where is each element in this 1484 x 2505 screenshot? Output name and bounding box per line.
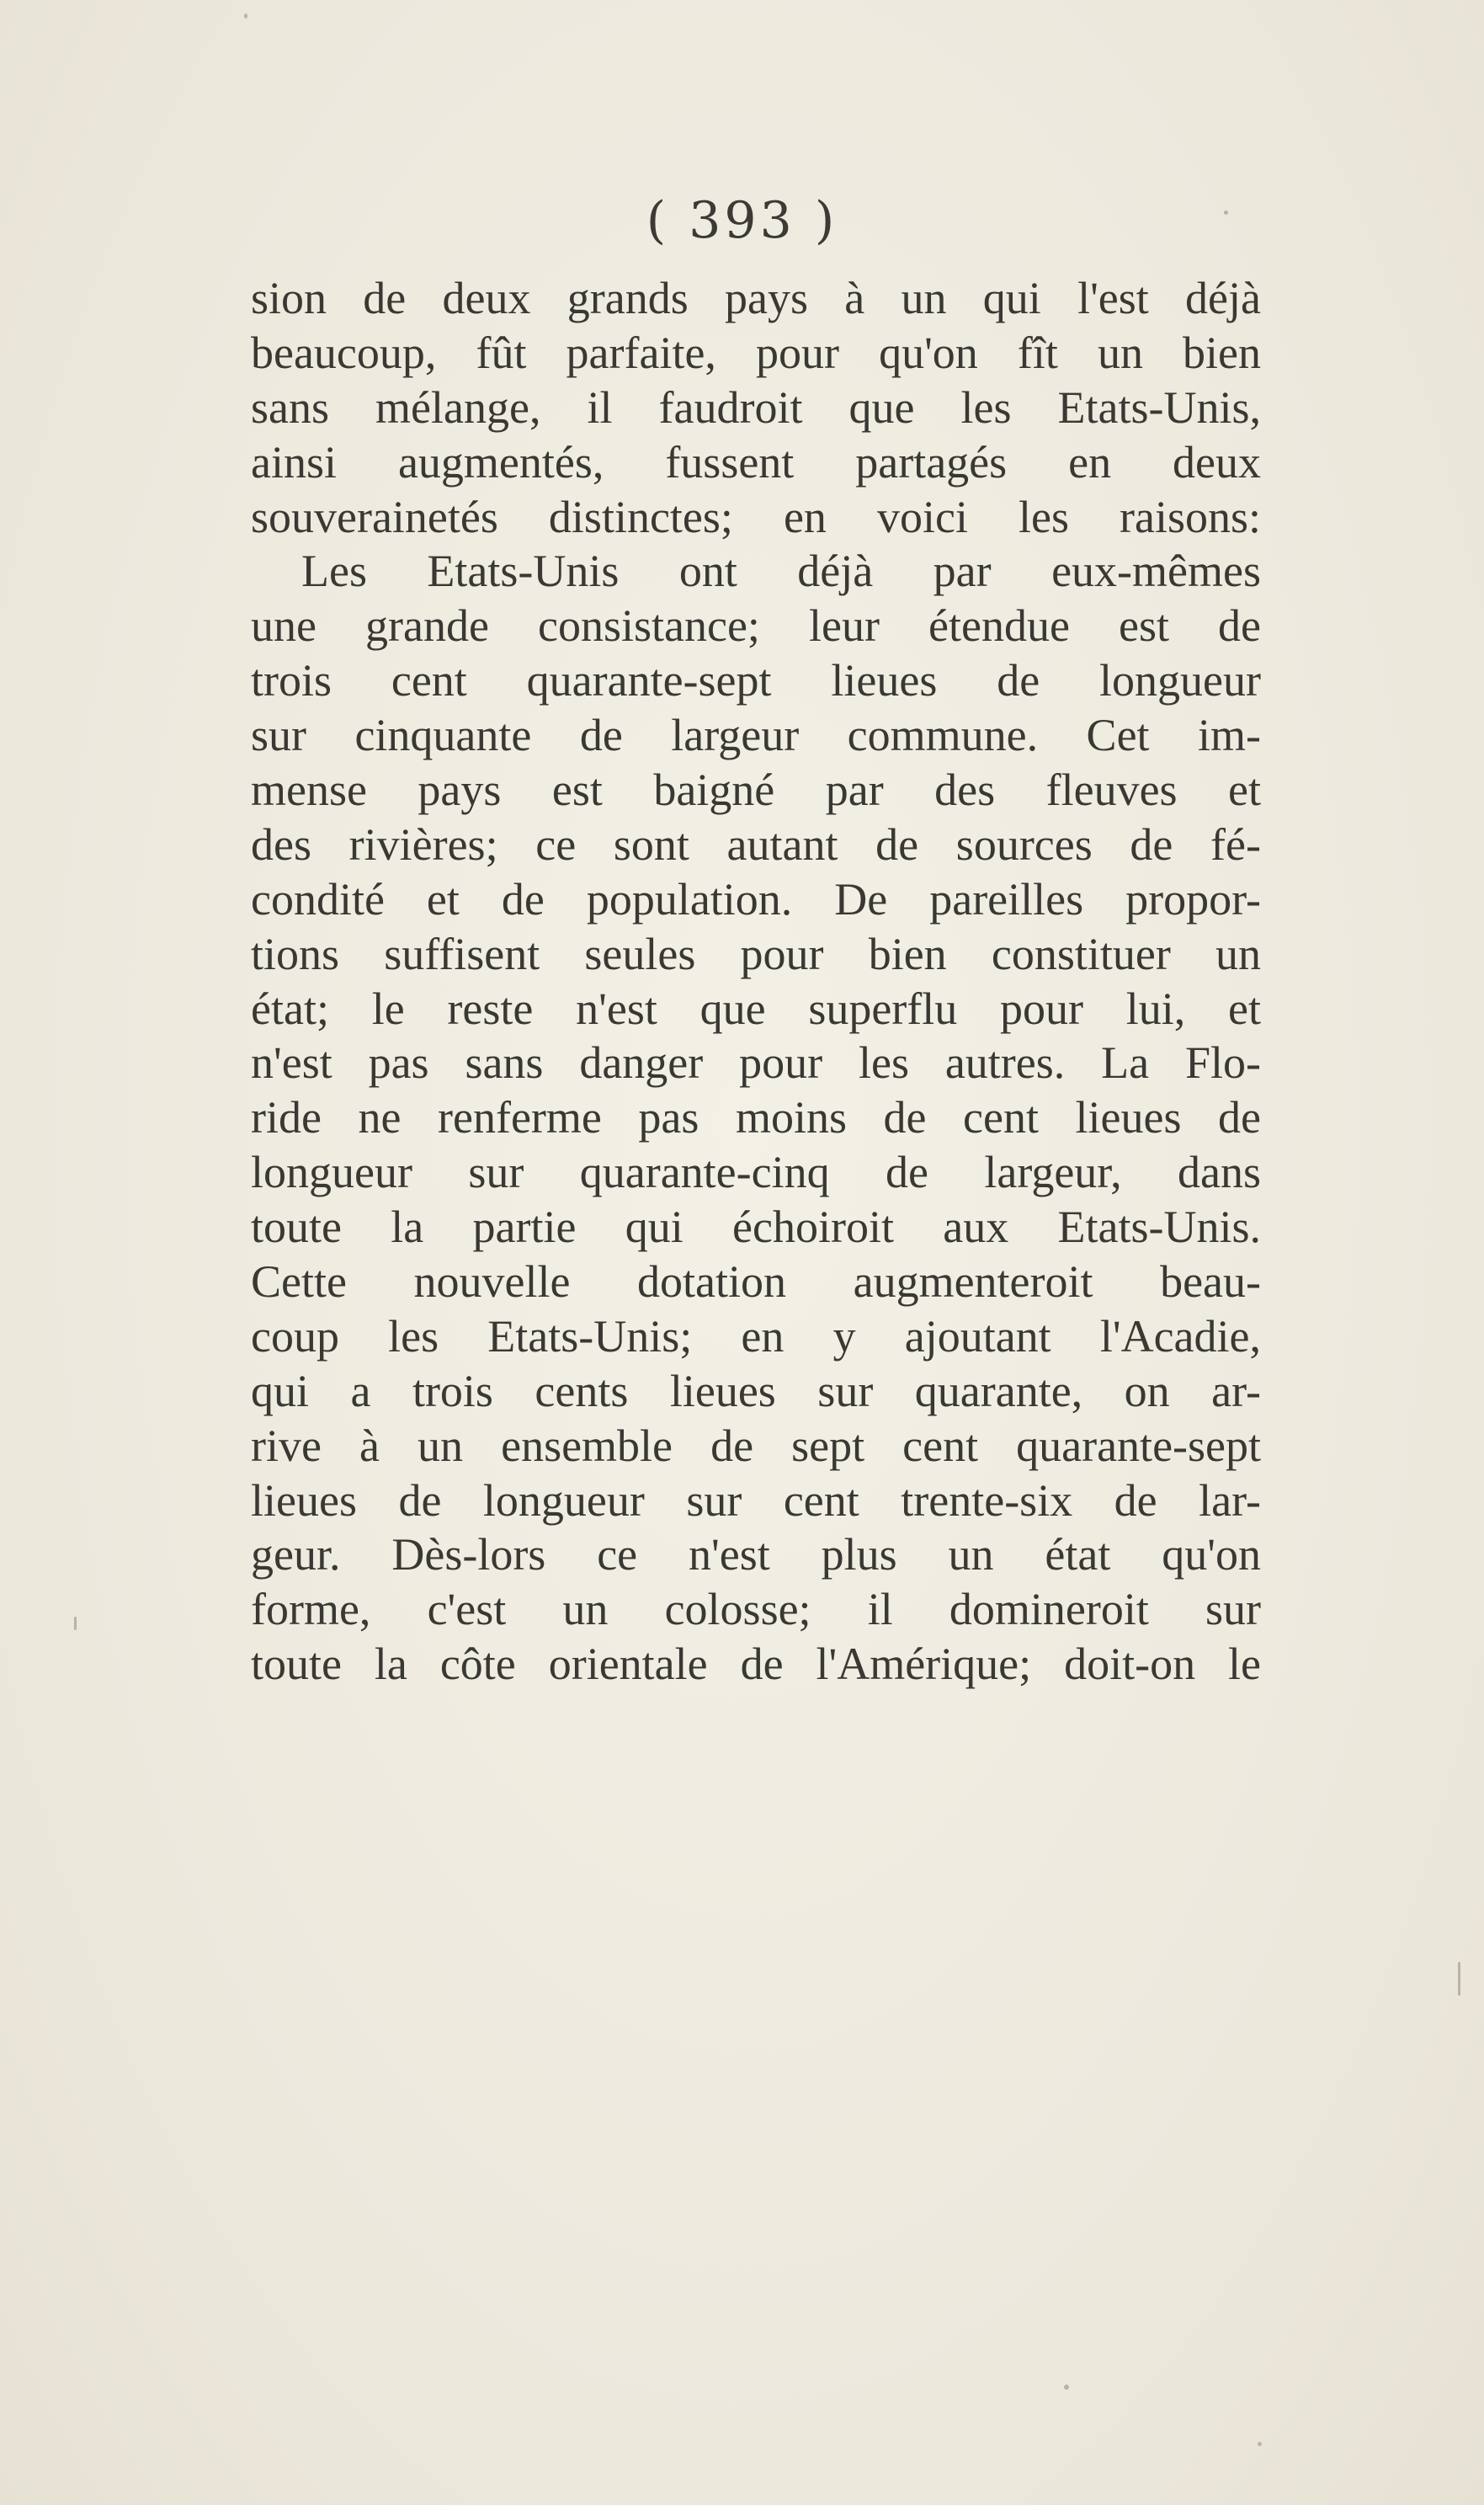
paper-speck [244, 13, 247, 19]
paper-speck [1224, 211, 1228, 215]
text-line: geur. Dès-lors ce n'est plus un état qu'on [251, 1529, 1261, 1580]
text-line: sans mélange, il faudroit que les Etats-Unis, [251, 381, 1261, 433]
text-line: ride ne renferme pas moins de cent lieues de [251, 1092, 1261, 1143]
text-line: toute la côte orientale de l'Amérique; doit-on le [251, 1639, 1261, 1690]
text-line: sur cinquante de largeur commune. Cet im- [251, 710, 1261, 761]
paragraph-start-line: Les Etats-Unis ont déjà par eux-mêmes [301, 546, 1261, 597]
text-line: toute la partie qui échoiroit aux Etats-Unis. [251, 1202, 1261, 1253]
text-line: ainsi augmentés, fussent partagés en deux [251, 436, 1261, 488]
text-line: forme, c'est un colosse; il domineroit sur [251, 1584, 1261, 1635]
text-line: n'est pas sans danger pour les autres. La Flo- [251, 1037, 1261, 1089]
text-line: lieues de longueur sur cent trente-six de lar- [251, 1474, 1261, 1526]
text-line: beaucoup, fût parfaite, pour qu'on fît un bien [251, 327, 1261, 378]
paper-speck [1258, 2442, 1262, 2446]
text-line: rive à un ensemble de sept cent quarante-sept [251, 1420, 1261, 1471]
text-line: une grande consistance; leur étendue est de [251, 600, 1261, 652]
paper-speck [74, 1617, 77, 1630]
text-line: sion de deux grands pays à un qui l'est déjà [251, 273, 1261, 323]
paper-speck [1458, 1962, 1460, 1996]
text-line: état; le reste n'est que superflu pour lui, et [251, 983, 1261, 1034]
text-line: des rivières; ce sont autant de sources de fé- [251, 818, 1261, 870]
paper-speck [1064, 2385, 1069, 2390]
text-line: qui a trois cents lieues sur quarante, on ar- [251, 1365, 1261, 1416]
text-line: souverainetés distinctes; en voici les raisons: [251, 491, 1261, 542]
body-text [251, 271, 1261, 1692]
text-line: tions suffisent seules pour bien constituer un [251, 928, 1261, 979]
text-line: condité et de population. De pareilles propor- [251, 873, 1261, 925]
page-number: ( 393 ) [646, 191, 838, 250]
text-line: coup les Etats-Unis; en y ajoutant l'Acadie, [251, 1310, 1261, 1362]
text-line: longueur sur quarante-cinq de largeur, dans [251, 1147, 1261, 1198]
text-line: Cette nouvelle dotation augmenteroit beau- [251, 1256, 1261, 1308]
text-line: mense pays est baigné par des fleuves et [251, 765, 1261, 816]
text-line: trois cent quarante-sept lieues de longueur [251, 655, 1261, 706]
